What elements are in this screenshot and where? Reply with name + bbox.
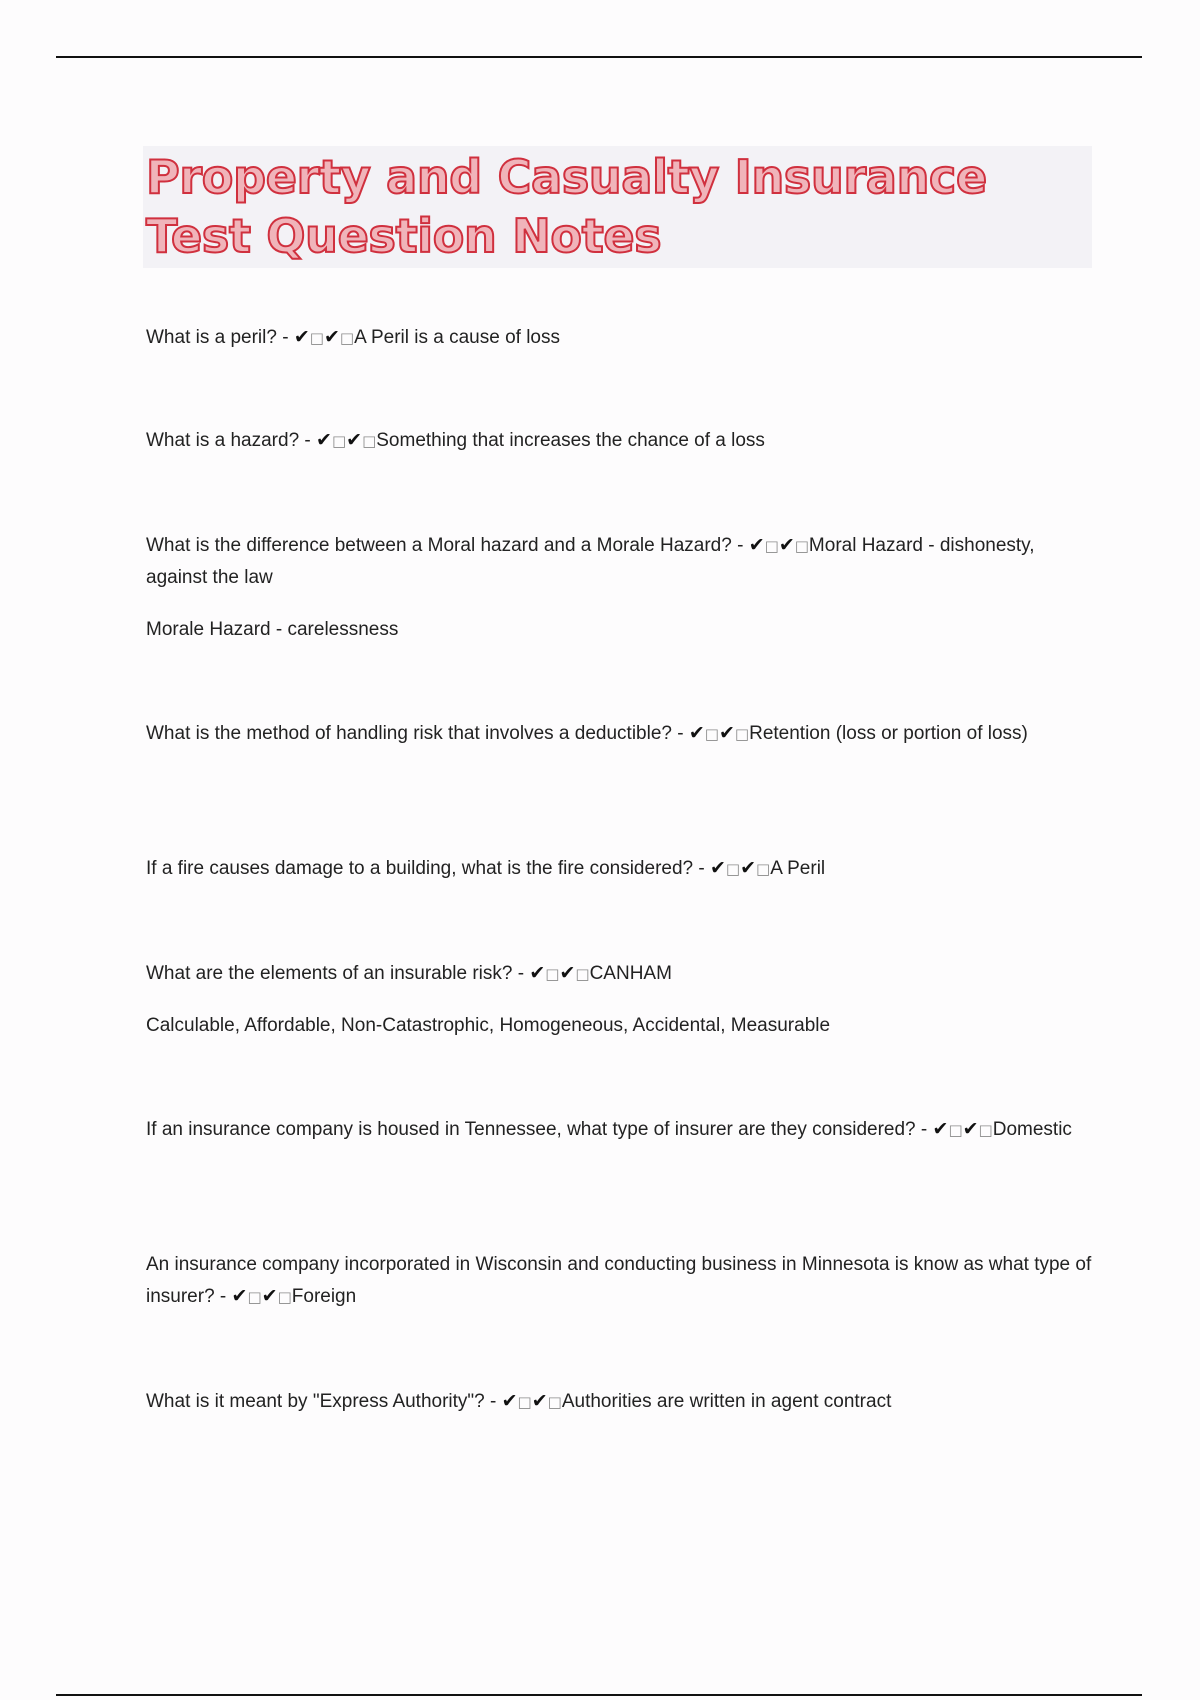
check-icon: ✔ xyxy=(559,963,576,984)
check-icon: ✔ xyxy=(323,327,340,348)
box-icon: □ xyxy=(545,965,560,983)
box-icon: □ xyxy=(339,329,355,347)
check-icon: ✔ xyxy=(748,535,765,556)
qa-item-9 xyxy=(146,1386,1096,1418)
check-icon: ✔ xyxy=(740,858,757,879)
qa-line: What is it meant by "Express Authority"? - ✔□✔□Authorities are written in agent contract xyxy=(146,1391,892,1412)
box-icon: □ xyxy=(978,1121,993,1139)
box-icon: □ xyxy=(764,537,779,555)
question-text: What is a peril? xyxy=(146,327,277,348)
qa-item-8 xyxy=(146,1249,1096,1313)
check-icon: ✔ xyxy=(346,430,363,451)
box-icon: □ xyxy=(794,537,809,555)
qa-line: What is the method of handling risk that involves a deductible? - ✔□✔□Retention (loss or portion of loss) xyxy=(146,723,1028,744)
bottom-rule xyxy=(56,1694,1142,1696)
check-icon: ✔ xyxy=(962,1119,979,1140)
question-text: If an insurance company is housed in Tennessee, what type of insurer are they considered? xyxy=(146,1119,916,1140)
box-icon: □ xyxy=(247,1288,262,1306)
document-title: Property and Casualty Insurance Test Question Notes xyxy=(146,150,987,263)
check-icon: ✔ xyxy=(531,1391,548,1412)
answer-text: Retention (loss or portion of loss) xyxy=(749,723,1028,744)
answer-text: Authorities are written in agent contract xyxy=(561,1391,892,1412)
box-icon: □ xyxy=(331,432,347,450)
qa-line: If an insurance company is housed in Tennessee, what type of insurer are they considered? - ✔□✔□Domestic xyxy=(146,1119,1072,1140)
box-icon: □ xyxy=(309,329,324,347)
box-icon: □ xyxy=(547,1393,562,1411)
box-icon: □ xyxy=(725,860,741,878)
box-icon: □ xyxy=(756,860,771,878)
answer-continuation: Calculable, Affordable, Non-Catastrophic, Homogeneous, Accidental, Measurable xyxy=(146,1015,831,1036)
question-text: What is the method of handling risk that involves a deductible? xyxy=(146,723,672,744)
box-icon: □ xyxy=(362,432,377,450)
qa-line: If a fire causes damage to a building, what is the fire considered? - ✔□✔□A Peril xyxy=(146,858,826,879)
qa-item-1 xyxy=(146,322,1096,354)
check-icon: ✔ xyxy=(718,723,735,744)
qa-item-3 xyxy=(146,530,1096,646)
answer-text: CANHAM xyxy=(589,963,672,984)
check-icon: ✔ xyxy=(316,430,332,451)
qa-item-4 xyxy=(146,718,1096,750)
qa-line: What are the elements of an insurable risk? - ✔□✔□CANHAM xyxy=(146,963,672,984)
top-rule xyxy=(56,56,1142,58)
qa-line: An insurance company incorporated in Wisconsin and conducting business in Minnesota is know as what type of insurer? - ✔□✔□Foreign xyxy=(146,1254,1092,1307)
answer-text: Domestic xyxy=(992,1119,1072,1140)
question-text: If a fire causes damage to a building, what is the fire considered? xyxy=(146,858,694,879)
qa-item-7 xyxy=(146,1114,1096,1146)
answer-text: Foreign xyxy=(291,1286,357,1307)
box-icon: □ xyxy=(734,725,750,743)
answer-text: Something that increases the chance of a loss xyxy=(376,430,765,451)
qa-line: What is a peril? - ✔□✔□A Peril is a cause of loss xyxy=(146,327,560,348)
check-icon: ✔ xyxy=(231,1286,248,1307)
qa-line: What is the difference between a Moral hazard and a Morale Hazard? - ✔□✔□Moral Hazard - dishonesty, against the law xyxy=(146,535,1035,588)
check-icon: ✔ xyxy=(932,1119,949,1140)
check-icon: ✔ xyxy=(529,963,546,984)
question-text: What is it meant by "Express Authority"? xyxy=(146,1391,485,1412)
answer-text: A Peril xyxy=(770,858,826,879)
box-icon: □ xyxy=(517,1393,532,1411)
check-icon: ✔ xyxy=(293,327,310,348)
question-text: An insurance company incorporated in Wisconsin and conducting business in Minnesota is know as what type of insurer? xyxy=(146,1254,1092,1307)
answer-continuation: Morale Hazard - carelessness xyxy=(146,619,399,640)
box-icon: □ xyxy=(277,1288,292,1306)
check-icon: ✔ xyxy=(261,1286,278,1307)
answer-text: Moral Hazard - dishonesty, against the law xyxy=(146,535,1035,588)
question-text: What is a hazard? xyxy=(146,430,300,451)
check-icon: ✔ xyxy=(501,1391,518,1412)
box-icon: □ xyxy=(704,725,719,743)
qa-item-6 xyxy=(146,958,1096,1042)
check-icon: ✔ xyxy=(688,723,705,744)
qa-item-5 xyxy=(146,853,1096,885)
question-text: What are the elements of an insurable risk? xyxy=(146,963,513,984)
box-icon: □ xyxy=(948,1121,963,1139)
qa-item-2 xyxy=(146,425,1096,457)
question-text: What is the difference between a Moral hazard and a Morale Hazard? xyxy=(146,535,732,556)
check-icon: ✔ xyxy=(778,535,795,556)
box-icon: □ xyxy=(575,965,590,983)
qa-line: What is a hazard? - ✔□✔□Something that increases the chance of a loss xyxy=(146,430,765,451)
answer-text: A Peril is a cause of loss xyxy=(354,327,560,348)
check-icon: ✔ xyxy=(710,858,726,879)
